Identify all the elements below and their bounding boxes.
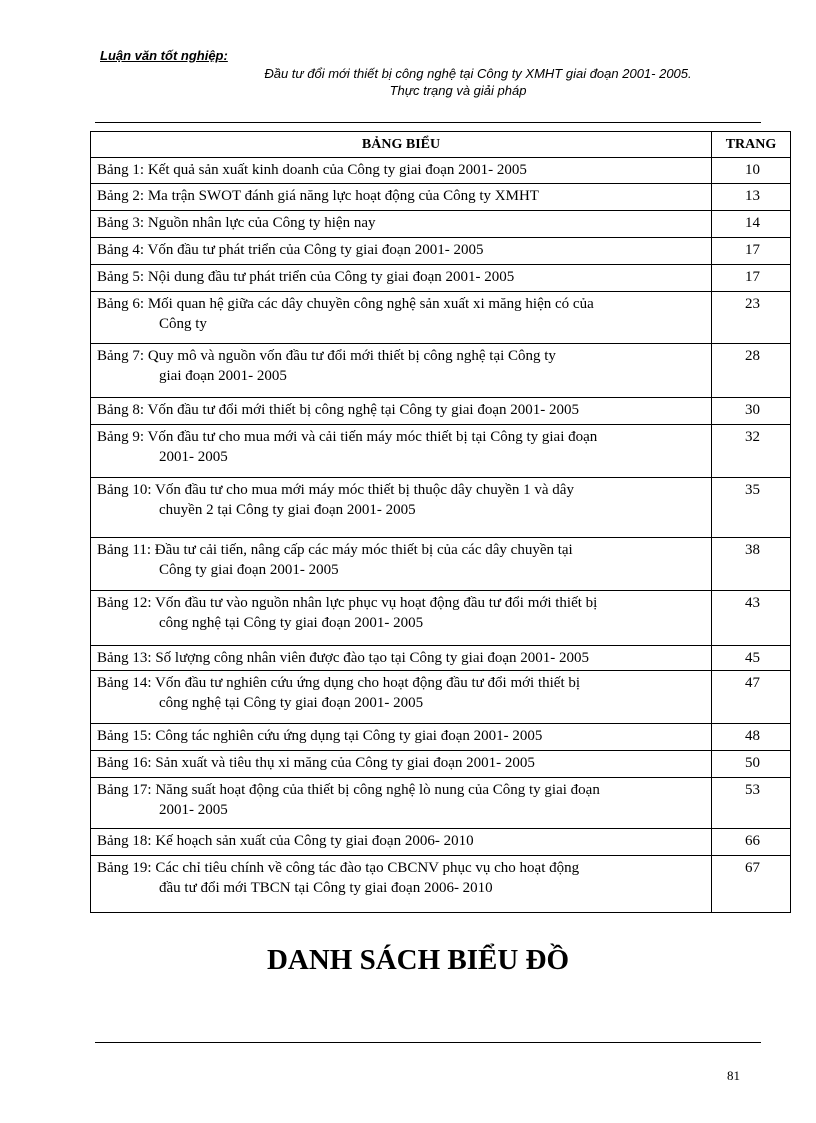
table-entry-title: [91, 671, 712, 724]
table-of-tables: [90, 131, 791, 913]
table-entry-title: [91, 591, 712, 646]
table-entry-page: 28: [712, 344, 791, 398]
section-title: DANH SÁCH BIỂU ĐỒ: [266, 944, 570, 976]
table-entry-line-1: Bảng 1: Kết quả sản xuất kinh doanh của Công ty giai đoạn 2001- 2005: [97, 162, 527, 178]
table-entry-line-1: Bảng 5: Nội dung đầu tư phát triển của Công ty giai đoạn 2001- 2005: [97, 269, 515, 285]
table-entry-page: 32: [712, 425, 791, 478]
table-row: [91, 671, 791, 724]
table-entry-line-1: Bảng 10: Vốn đầu tư cho mua mới máy móc thiết bị thuộc dây chuyền 1 và dây: [97, 482, 574, 498]
table-body: [91, 158, 791, 913]
table-entry-title: [91, 211, 712, 238]
thesis-label: Luận văn tốt nghiệp:: [100, 48, 228, 63]
table-row: [91, 184, 791, 211]
table-entry-title: [91, 158, 712, 184]
table-entry-title: [91, 425, 712, 478]
table-row: [91, 751, 791, 778]
table-entry-line-1: Bảng 2: Ma trận SWOT đánh giá năng lực hoạt động của Công ty XMHT: [97, 188, 539, 204]
table-entry-line-1: Bảng 19: Các chỉ tiêu chính về công tác đào tạo CBCNV phục vụ cho hoạt động: [97, 860, 580, 876]
table-row: [91, 211, 791, 238]
table-entry-line-1: Bảng 18: Kế hoạch sản xuất của Công ty giai đoạn 2006- 2010: [97, 833, 474, 849]
table-entry-line-2: chuyền 2 tại Công ty giai đoạn 2001- 2005: [159, 502, 416, 518]
table-entry-page: 50: [712, 751, 791, 778]
table-row: [91, 538, 791, 591]
table-row: [91, 591, 791, 646]
table-entry-line-1: Bảng 4: Vốn đầu tư phát triển của Công ty giai đoạn 2001- 2005: [97, 242, 484, 258]
table-entry-page: 35: [712, 478, 791, 538]
table-entry-page: 13: [712, 184, 791, 211]
table-entry-page: 53: [712, 778, 791, 829]
table-entry-line-1: Bảng 11: Đầu tư cải tiến, nâng cấp các máy móc thiết bị của các dây chuyền tại: [97, 542, 573, 558]
table-row: [91, 344, 791, 398]
table-entry-line-2: Công ty giai đoạn 2001- 2005: [159, 562, 339, 578]
table-entry-line-1: Bảng 17: Năng suất hoạt động của thiết bị công nghệ lò nung của Công ty giai đoạn: [97, 782, 600, 798]
table-entry-title: [91, 292, 712, 344]
table-entry-page: 23: [712, 292, 791, 344]
table-entry-title: [91, 184, 712, 211]
table-entry-page: 14: [712, 211, 791, 238]
table-entry-line-1: Bảng 6: Mối quan hệ giữa các dây chuyền công nghệ sản xuất xi măng hiện có của: [97, 296, 594, 312]
table-row: [91, 158, 791, 184]
column-header-page: TRANG: [712, 132, 791, 158]
table-entry-title: [91, 751, 712, 778]
table-entry-title: [91, 238, 712, 265]
table-row: [91, 856, 791, 913]
table-row: [91, 724, 791, 751]
table-entry-title: [91, 265, 712, 292]
table-entry-line-1: Bảng 16: Sản xuất và tiêu thụ xi măng của Công ty giai đoạn 2001- 2005: [97, 755, 535, 771]
column-header-title: BẢNG BIỂU: [91, 132, 712, 158]
table-entry-title: [91, 829, 712, 856]
table-entry-line-1: Bảng 15: Công tác nghiên cứu ứng dụng tại Công ty giai đoạn 2001- 2005: [97, 728, 543, 744]
table-entry-title: [91, 538, 712, 591]
table-entry-page: 66: [712, 829, 791, 856]
table-row: [91, 265, 791, 292]
thesis-title-line-2: Thực trạng và giải pháp: [389, 83, 527, 98]
table-entry-title: [91, 398, 712, 425]
table-entry-line-2: công nghệ tại Công ty giai đoạn 2001- 2005: [159, 615, 424, 631]
table-row: [91, 478, 791, 538]
table-row: [91, 646, 791, 671]
table-row: [91, 238, 791, 265]
table-entry-page: 43: [712, 591, 791, 646]
table-entry-title: [91, 478, 712, 538]
table-header-row: [91, 132, 791, 158]
table-entry-page: 30: [712, 398, 791, 425]
table-entry-page: 17: [712, 238, 791, 265]
table-entry-line-1: Bảng 12: Vốn đầu tư vào nguồn nhân lực phục vụ hoạt động đầu tư đổi mới thiết bị: [97, 595, 598, 611]
table-entry-line-1: Bảng 3: Nguồn nhân lực của Công ty hiện nay: [97, 215, 376, 231]
table-entry-line-1: Bảng 8: Vốn đầu tư đổi mới thiết bị công nghệ tại Công ty giai đoạn 2001- 2005: [97, 402, 579, 418]
table-entry-title: [91, 344, 712, 398]
table-entry-line-1: Bảng 9: Vốn đầu tư cho mua mới và cải tiến máy móc thiết bị tại Công ty giai đoạn: [97, 429, 598, 445]
table-entry-page: 48: [712, 724, 791, 751]
table-entry-page: 67: [712, 856, 791, 913]
table-entry-line-1: Bảng 14: Vốn đầu tư nghiên cứu ứng dụng cho hoạt động đầu tư đổi mới thiết bị: [97, 675, 581, 691]
table-row: [91, 292, 791, 344]
footer-rule: [95, 1042, 761, 1043]
table-row: [91, 778, 791, 829]
header-rule: [95, 122, 761, 123]
table-row: [91, 398, 791, 425]
table-entry-page: 38: [712, 538, 791, 591]
table-entry-page: 47: [712, 671, 791, 724]
table-entry-title: [91, 724, 712, 751]
table-entry-title: [91, 856, 712, 913]
table-entry-line-2: 2001- 2005: [159, 802, 228, 818]
table-entry-page: 45: [712, 646, 791, 671]
table-entry-line-1: Bảng 7: Quy mô và nguồn vốn đầu tư đổi mới thiết bị công nghệ tại Công ty: [97, 348, 556, 364]
table-entry-line-2: công nghệ tại Công ty giai đoạn 2001- 2005: [159, 695, 424, 711]
table-entry-title: [91, 646, 712, 671]
table-entry-page: 17: [712, 265, 791, 292]
page-number: 81: [727, 1068, 740, 1083]
table-entry-title: [91, 778, 712, 829]
table-entry-page: 10: [712, 158, 791, 184]
table-entry-line-2: Công ty: [159, 316, 207, 332]
table-entry-line-1: Bảng 13: Số lượng công nhân viên được đào tạo tại Công ty giai đoạn 2001- 2005: [97, 650, 590, 666]
table-row: [91, 829, 791, 856]
thesis-title-line-1: Đầu tư đổi mới thiết bị công nghệ tại Công ty XMHT giai đoạn 2001- 2005.: [264, 66, 692, 81]
table-row: [91, 425, 791, 478]
table-entry-line-2: 2001- 2005: [159, 449, 228, 465]
table-entry-line-2: đầu tư đổi mới TBCN tại Công ty giai đoạn 2006- 2010: [159, 880, 493, 896]
table-entry-line-2: giai đoạn 2001- 2005: [159, 368, 287, 384]
